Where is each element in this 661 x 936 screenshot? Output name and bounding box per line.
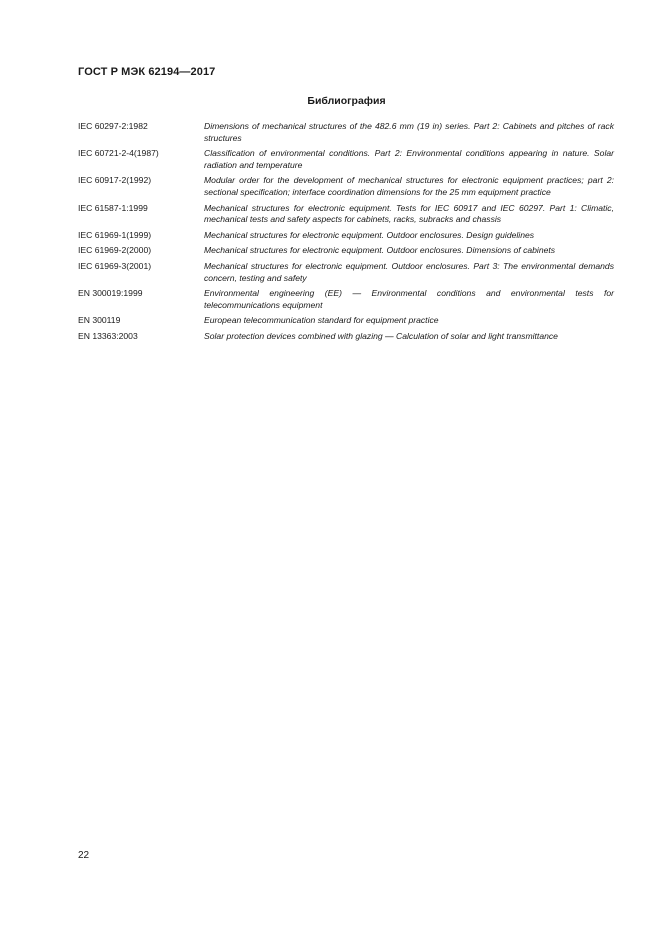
reference-code: IEC 61969-1(1999) — [78, 229, 152, 240]
reference-title: Mechanical structures for electronic equipment. Outdoor enclosures. Design guidelines — [204, 229, 535, 240]
bibliography-entry — [78, 245, 614, 257]
reference-code: EN 300019:1999 — [78, 288, 143, 299]
bibliography-entry — [78, 288, 614, 311]
reference-title: Mechanical structures for electronic equipment. Outdoor enclosures. Part 3: The environmental demands concern, testing and safety — [204, 260, 614, 283]
reference-code: IEC 60917-2(1992) — [78, 175, 152, 186]
reference-code: IEC 60297-2:1982 — [78, 121, 148, 131]
reference-code: IEC 61969-2(2000) — [78, 245, 152, 256]
document-standard-header: ГОСТ Р МЭК 62194—2017 — [78, 66, 216, 78]
reference-code: IEC 61587-1:1999 — [78, 202, 148, 213]
reference-title: Mechanical structures for electronic equipment. Outdoor enclosures. Dimensions of cabinets — [204, 245, 556, 256]
reference-code: EN 300119 — [78, 315, 121, 326]
reference-code: IEC 60721-2-4(1987) — [78, 148, 159, 159]
page-number: 22 — [78, 850, 90, 861]
bibliography-list — [78, 121, 614, 347]
reference-code: EN 13363:2003 — [78, 330, 138, 341]
bibliography-entry — [78, 230, 614, 242]
reference-title: Mechanical structures for electronic equipment. Tests for IEC 60917 and IEC 60297. Part 1: Climatic, mechanical tests and safety aspects for cabinets, racks, subracks and chassis — [204, 202, 614, 225]
bibliography-entry — [78, 315, 614, 327]
bibliography-entry — [78, 331, 614, 343]
reference-title: Solar protection devices combined with glazing — Calculation of solar and light transmittance — [204, 330, 558, 341]
bibliography-entry — [78, 175, 614, 198]
reference-title: Modular order for the development of mechanical structures for electronic equipment practices; part 2: sectional specification; interface coordination dimensions for the 25 mm equipment practice — [204, 175, 614, 197]
bibliography-entry — [78, 203, 614, 226]
bibliography-entry — [78, 148, 614, 171]
reference-title: European telecommunication standard for equipment practice — [204, 315, 439, 326]
bibliography-entry — [78, 121, 614, 144]
reference-title: Dimensions of mechanical structures of the 482.6 mm (19 in) series. Part 2: Cabinets and pitches of rack structures — [204, 121, 614, 143]
reference-code: IEC 61969-3(2001) — [78, 260, 152, 271]
bibliography-entry — [78, 261, 614, 284]
bibliography-title: Библиография — [307, 95, 386, 107]
reference-title: Environmental engineering (EE) — Environmental conditions and environmental tests for telecommunications equipment — [204, 288, 614, 310]
reference-title: Classification of environmental conditions. Part 2: Environmental conditions appearing in nature. Solar radiation and temperature — [204, 148, 614, 170]
